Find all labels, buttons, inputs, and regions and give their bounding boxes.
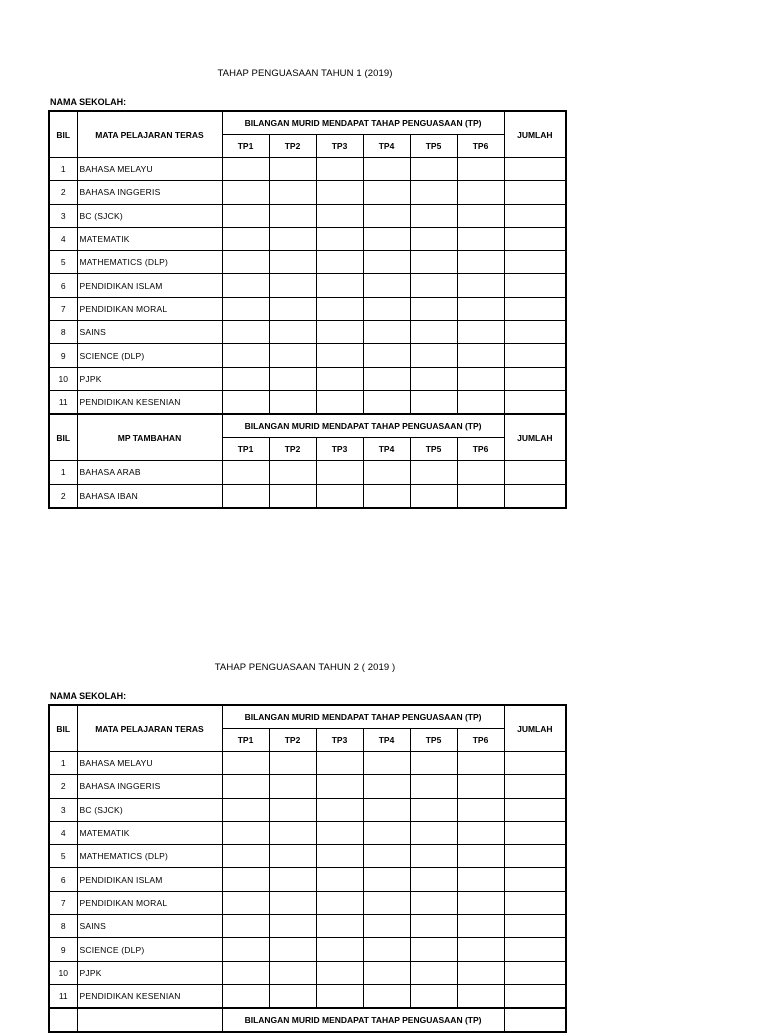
tp2-cell[interactable] xyxy=(269,461,316,484)
table-row xyxy=(49,961,566,984)
tp6-header: TP6 xyxy=(457,135,504,158)
tp2-cell[interactable] xyxy=(269,984,316,1008)
tp1-header: TP1 xyxy=(222,135,269,158)
tp5-cell[interactable] xyxy=(410,158,457,181)
subject-name: SCIENCE (DLP) xyxy=(77,344,222,367)
tp2-cell[interactable] xyxy=(269,367,316,390)
tp4-cell[interactable] xyxy=(363,845,410,868)
tp6-cell[interactable] xyxy=(457,915,504,938)
table1-school-label: NAMA SEKOLAH: xyxy=(50,97,127,107)
jumlah-cell[interactable] xyxy=(504,798,566,821)
table-row xyxy=(49,321,566,344)
tp1-cell[interactable] xyxy=(222,484,269,508)
row-number: 5 xyxy=(49,251,77,274)
tp-group-header: BILANGAN MURID MENDAPAT TAHAP PENGUASAAN (TP) xyxy=(222,111,504,135)
tp1-cell[interactable] xyxy=(222,367,269,390)
jumlah-cell[interactable] xyxy=(504,204,566,227)
tp6-cell[interactable] xyxy=(457,821,504,844)
tp3-cell[interactable] xyxy=(316,321,363,344)
tp5-cell[interactable] xyxy=(410,821,457,844)
tp6-cell[interactable] xyxy=(457,251,504,274)
tp2-header: TP2 xyxy=(269,729,316,752)
tp3-cell[interactable] xyxy=(316,868,363,891)
jumlah-cell[interactable] xyxy=(504,367,566,390)
row-number: 7 xyxy=(49,891,77,914)
tp2-cell[interactable] xyxy=(269,390,316,414)
tp1-header: TP1 xyxy=(222,438,269,461)
jumlah-cell[interactable] xyxy=(504,868,566,891)
tp6-cell[interactable] xyxy=(457,181,504,204)
subject-name: MATHEMATICS (DLP) xyxy=(77,845,222,868)
tp1-cell[interactable] xyxy=(222,204,269,227)
tp4-cell[interactable] xyxy=(363,204,410,227)
table-row xyxy=(49,297,566,320)
tp5-cell[interactable] xyxy=(410,915,457,938)
tp3-cell[interactable] xyxy=(316,915,363,938)
tp3-cell[interactable] xyxy=(316,984,363,1008)
tp4-cell[interactable] xyxy=(363,798,410,821)
tp2-cell[interactable] xyxy=(269,204,316,227)
tp1-cell[interactable] xyxy=(222,938,269,961)
tp2-cell[interactable] xyxy=(269,961,316,984)
jumlah-cell[interactable] xyxy=(504,297,566,320)
table-row xyxy=(49,204,566,227)
tp2-cell[interactable] xyxy=(269,891,316,914)
row-number: 10 xyxy=(49,961,77,984)
table-row xyxy=(49,821,566,844)
tp5-cell[interactable] xyxy=(410,775,457,798)
table1 xyxy=(48,110,567,509)
tp3-cell[interactable] xyxy=(316,775,363,798)
table-row xyxy=(49,798,566,821)
tp3-cell[interactable] xyxy=(316,251,363,274)
subject-name: BC (SJCK) xyxy=(77,204,222,227)
subject-name: MATEMATIK xyxy=(77,821,222,844)
table2-extra-header-row xyxy=(49,1008,566,1032)
tp1-header: TP1 xyxy=(222,729,269,752)
table1-header-row xyxy=(49,111,566,135)
row-number: 7 xyxy=(49,297,77,320)
jumlah-cell[interactable] xyxy=(504,390,566,414)
bil-header: BIL xyxy=(49,111,77,158)
tp4-header: TP4 xyxy=(363,438,410,461)
tp5-cell[interactable] xyxy=(410,321,457,344)
row-number: 4 xyxy=(49,227,77,250)
tp3-cell[interactable] xyxy=(316,961,363,984)
tp5-cell[interactable] xyxy=(410,461,457,484)
tp1-cell[interactable] xyxy=(222,891,269,914)
tp3-cell[interactable] xyxy=(316,461,363,484)
subject-name: MATEMATIK xyxy=(77,227,222,250)
table-row xyxy=(49,367,566,390)
tp4-cell[interactable] xyxy=(363,752,410,775)
tp6-cell[interactable] xyxy=(457,227,504,250)
tp2-cell[interactable] xyxy=(269,821,316,844)
subject-name: BAHASA IBAN xyxy=(77,484,222,508)
row-number: 3 xyxy=(49,798,77,821)
tp4-cell[interactable] xyxy=(363,390,410,414)
tp6-cell[interactable] xyxy=(457,984,504,1008)
table-row xyxy=(49,984,566,1008)
tp6-cell[interactable] xyxy=(457,344,504,367)
jumlah-cell[interactable] xyxy=(504,251,566,274)
tp6-header: TP6 xyxy=(457,729,504,752)
tp5-cell[interactable] xyxy=(410,390,457,414)
subject-name: PENDIDIKAN ISLAM xyxy=(77,274,222,297)
row-number: 6 xyxy=(49,868,77,891)
tp5-cell[interactable] xyxy=(410,961,457,984)
jumlah-cell[interactable] xyxy=(504,344,566,367)
tp5-cell[interactable] xyxy=(410,297,457,320)
tp3-cell[interactable] xyxy=(316,390,363,414)
jumlah-cell[interactable] xyxy=(504,821,566,844)
tp3-cell[interactable] xyxy=(316,181,363,204)
table-row xyxy=(49,484,566,508)
row-number: 2 xyxy=(49,775,77,798)
tp4-header: TP4 xyxy=(363,729,410,752)
jumlah-header: JUMLAH xyxy=(504,414,566,461)
subject-name: BAHASA ARAB xyxy=(77,461,222,484)
tp2-cell[interactable] xyxy=(269,251,316,274)
subject-name: PJPK xyxy=(77,961,222,984)
table2-school-label: NAMA SEKOLAH: xyxy=(50,691,127,701)
tp1-cell[interactable] xyxy=(222,297,269,320)
tp4-cell[interactable] xyxy=(363,484,410,508)
tp5-header: TP5 xyxy=(410,729,457,752)
subject-name: PENDIDIKAN ISLAM xyxy=(77,868,222,891)
table-row xyxy=(49,461,566,484)
tp5-cell[interactable] xyxy=(410,484,457,508)
tp2-cell[interactable] xyxy=(269,181,316,204)
tp5-cell[interactable] xyxy=(410,344,457,367)
tp6-cell[interactable] xyxy=(457,484,504,508)
tp5-cell[interactable] xyxy=(410,845,457,868)
tp4-cell[interactable] xyxy=(363,938,410,961)
mp-tambahan-header xyxy=(77,1008,222,1032)
tp3-cell[interactable] xyxy=(316,938,363,961)
table2-title: TAHAP PENGUASAAN TAHUN 2 ( 2019 ) xyxy=(214,662,396,673)
tp-group-header: BILANGAN MURID MENDAPAT TAHAP PENGUASAAN (TP) xyxy=(222,705,504,729)
tp4-cell[interactable] xyxy=(363,915,410,938)
subject-name: BC (SJCK) xyxy=(77,798,222,821)
tp2-cell[interactable] xyxy=(269,321,316,344)
tp3-cell[interactable] xyxy=(316,798,363,821)
tp5-header: TP5 xyxy=(410,438,457,461)
jumlah-cell[interactable] xyxy=(504,915,566,938)
table-row xyxy=(49,891,566,914)
tp4-cell[interactable] xyxy=(363,227,410,250)
tp1-cell[interactable] xyxy=(222,984,269,1008)
tp6-cell[interactable] xyxy=(457,158,504,181)
jumlah-cell[interactable] xyxy=(504,891,566,914)
subject-name: MATHEMATICS (DLP) xyxy=(77,251,222,274)
table-row xyxy=(49,775,566,798)
tp5-header: TP5 xyxy=(410,135,457,158)
tp2-cell[interactable] xyxy=(269,845,316,868)
tp3-cell[interactable] xyxy=(316,891,363,914)
tp5-cell[interactable] xyxy=(410,274,457,297)
table-row xyxy=(49,915,566,938)
tp3-header: TP3 xyxy=(316,438,363,461)
tp4-cell[interactable] xyxy=(363,868,410,891)
tp6-cell[interactable] xyxy=(457,297,504,320)
tp4-header: TP4 xyxy=(363,135,410,158)
tp6-cell[interactable] xyxy=(457,891,504,914)
tp1-cell[interactable] xyxy=(222,390,269,414)
tp3-cell[interactable] xyxy=(316,845,363,868)
jumlah-cell[interactable] xyxy=(504,181,566,204)
tp2-cell[interactable] xyxy=(269,274,316,297)
tp1-cell[interactable] xyxy=(222,915,269,938)
jumlah-cell[interactable] xyxy=(504,961,566,984)
tp5-cell[interactable] xyxy=(410,984,457,1008)
mp-tambahan-header: MP TAMBAHAN xyxy=(77,414,222,461)
table2-header-row xyxy=(49,705,566,729)
bil-header xyxy=(49,1008,77,1032)
tp1-cell[interactable] xyxy=(222,845,269,868)
table-row xyxy=(49,938,566,961)
table-row xyxy=(49,390,566,414)
tp4-cell[interactable] xyxy=(363,158,410,181)
tp6-cell[interactable] xyxy=(457,274,504,297)
tp4-cell[interactable] xyxy=(363,274,410,297)
tp2-cell[interactable] xyxy=(269,297,316,320)
tp5-cell[interactable] xyxy=(410,204,457,227)
jumlah-cell[interactable] xyxy=(504,938,566,961)
tp4-cell[interactable] xyxy=(363,181,410,204)
row-number: 1 xyxy=(49,461,77,484)
row-number: 11 xyxy=(49,984,77,1008)
jumlah-cell[interactable] xyxy=(504,752,566,775)
tp3-cell[interactable] xyxy=(316,227,363,250)
row-number: 5 xyxy=(49,845,77,868)
row-number: 4 xyxy=(49,821,77,844)
row-number: 3 xyxy=(49,204,77,227)
table1-title: TAHAP PENGUASAAN TAHUN 1 (2019) xyxy=(217,68,393,79)
tp1-cell[interactable] xyxy=(222,158,269,181)
jumlah-cell[interactable] xyxy=(504,274,566,297)
tp4-cell[interactable] xyxy=(363,321,410,344)
tp4-cell[interactable] xyxy=(363,344,410,367)
table-row xyxy=(49,158,566,181)
table-row xyxy=(49,251,566,274)
subject-name: PENDIDIKAN MORAL xyxy=(77,297,222,320)
tp-group-header: BILANGAN MURID MENDAPAT TAHAP PENGUASAAN (TP) xyxy=(222,1008,504,1032)
tp6-cell[interactable] xyxy=(457,321,504,344)
jumlah-cell[interactable] xyxy=(504,461,566,484)
tp4-cell[interactable] xyxy=(363,891,410,914)
tp2-cell[interactable] xyxy=(269,775,316,798)
row-number: 9 xyxy=(49,938,77,961)
jumlah-cell[interactable] xyxy=(504,484,566,508)
tp2-cell[interactable] xyxy=(269,798,316,821)
jumlah-cell[interactable] xyxy=(504,775,566,798)
tp3-cell[interactable] xyxy=(316,204,363,227)
table-row xyxy=(49,227,566,250)
tp4-cell[interactable] xyxy=(363,297,410,320)
tp2-cell[interactable] xyxy=(269,344,316,367)
subject-name: BAHASA INGGERIS xyxy=(77,775,222,798)
tp2-cell[interactable] xyxy=(269,915,316,938)
table2 xyxy=(48,704,567,1033)
tp4-cell[interactable] xyxy=(363,461,410,484)
tp-group-header: BILANGAN MURID MENDAPAT TAHAP PENGUASAAN (TP) xyxy=(222,414,504,438)
subject-name: BAHASA INGGERIS xyxy=(77,181,222,204)
tp5-cell[interactable] xyxy=(410,891,457,914)
table-row xyxy=(49,868,566,891)
tp1-cell[interactable] xyxy=(222,821,269,844)
jumlah-header: JUMLAH xyxy=(504,111,566,158)
subject-name: BAHASA MELAYU xyxy=(77,752,222,775)
jumlah-header xyxy=(504,1008,566,1032)
row-number: 1 xyxy=(49,158,77,181)
tp1-cell[interactable] xyxy=(222,868,269,891)
tp6-cell[interactable] xyxy=(457,845,504,868)
tp1-cell[interactable] xyxy=(222,321,269,344)
tp4-cell[interactable] xyxy=(363,367,410,390)
tp6-cell[interactable] xyxy=(457,204,504,227)
subject-name: PENDIDIKAN MORAL xyxy=(77,891,222,914)
tp1-cell[interactable] xyxy=(222,752,269,775)
tp1-cell[interactable] xyxy=(222,274,269,297)
tp4-cell[interactable] xyxy=(363,984,410,1008)
row-number: 2 xyxy=(49,484,77,508)
tp5-cell[interactable] xyxy=(410,181,457,204)
tp2-cell[interactable] xyxy=(269,868,316,891)
tp5-cell[interactable] xyxy=(410,938,457,961)
tp5-cell[interactable] xyxy=(410,868,457,891)
tp6-header: TP6 xyxy=(457,438,504,461)
subject-name: BAHASA MELAYU xyxy=(77,158,222,181)
jumlah-cell[interactable] xyxy=(504,227,566,250)
tp3-cell[interactable] xyxy=(316,297,363,320)
tp6-cell[interactable] xyxy=(457,367,504,390)
tp4-cell[interactable] xyxy=(363,961,410,984)
tp3-cell[interactable] xyxy=(316,484,363,508)
subject-name: SAINS xyxy=(77,321,222,344)
subject-header: MATA PELAJARAN TERAS xyxy=(77,111,222,158)
row-number: 9 xyxy=(49,344,77,367)
row-number: 8 xyxy=(49,915,77,938)
tp6-cell[interactable] xyxy=(457,938,504,961)
table-row xyxy=(49,181,566,204)
jumlah-cell[interactable] xyxy=(504,158,566,181)
tp6-cell[interactable] xyxy=(457,390,504,414)
tp5-cell[interactable] xyxy=(410,367,457,390)
tp5-cell[interactable] xyxy=(410,752,457,775)
tp1-cell[interactable] xyxy=(222,181,269,204)
tp3-cell[interactable] xyxy=(316,821,363,844)
tp5-cell[interactable] xyxy=(410,798,457,821)
row-number: 10 xyxy=(49,367,77,390)
tp4-cell[interactable] xyxy=(363,821,410,844)
table-row xyxy=(49,274,566,297)
tp3-cell[interactable] xyxy=(316,344,363,367)
row-number: 8 xyxy=(49,321,77,344)
subject-name: SCIENCE (DLP) xyxy=(77,938,222,961)
table1-extra-header-row xyxy=(49,414,566,438)
tp1-cell[interactable] xyxy=(222,798,269,821)
tp6-cell[interactable] xyxy=(457,752,504,775)
tp3-header: TP3 xyxy=(316,729,363,752)
subject-name: PJPK xyxy=(77,367,222,390)
tp2-cell[interactable] xyxy=(269,227,316,250)
jumlah-cell[interactable] xyxy=(504,845,566,868)
table-row xyxy=(49,845,566,868)
jumlah-cell[interactable] xyxy=(504,321,566,344)
tp1-cell[interactable] xyxy=(222,461,269,484)
tp2-cell[interactable] xyxy=(269,158,316,181)
tp3-cell[interactable] xyxy=(316,752,363,775)
jumlah-header: JUMLAH xyxy=(504,705,566,752)
bil-header: BIL xyxy=(49,414,77,461)
table-row xyxy=(49,344,566,367)
row-number: 6 xyxy=(49,274,77,297)
tp4-cell[interactable] xyxy=(363,775,410,798)
tp3-cell[interactable] xyxy=(316,158,363,181)
tp2-cell[interactable] xyxy=(269,752,316,775)
subject-header: MATA PELAJARAN TERAS xyxy=(77,705,222,752)
subject-name: SAINS xyxy=(77,915,222,938)
row-number: 11 xyxy=(49,390,77,414)
tp5-cell[interactable] xyxy=(410,227,457,250)
tp6-cell[interactable] xyxy=(457,868,504,891)
jumlah-cell[interactable] xyxy=(504,984,566,1008)
tp4-cell[interactable] xyxy=(363,251,410,274)
row-number: 2 xyxy=(49,181,77,204)
tp1-cell[interactable] xyxy=(222,961,269,984)
tp3-cell[interactable] xyxy=(316,274,363,297)
tp3-header: TP3 xyxy=(316,135,363,158)
row-number: 1 xyxy=(49,752,77,775)
tp2-cell[interactable] xyxy=(269,938,316,961)
tp3-cell[interactable] xyxy=(316,367,363,390)
subject-name: PENDIDIKAN KESENIAN xyxy=(77,984,222,1008)
tp1-cell[interactable] xyxy=(222,251,269,274)
tp2-header: TP2 xyxy=(269,135,316,158)
table-row xyxy=(49,752,566,775)
tp6-cell[interactable] xyxy=(457,798,504,821)
bil-header: BIL xyxy=(49,705,77,752)
tp2-header: TP2 xyxy=(269,438,316,461)
tp2-cell[interactable] xyxy=(269,484,316,508)
tp5-cell[interactable] xyxy=(410,251,457,274)
tp6-cell[interactable] xyxy=(457,775,504,798)
tp1-cell[interactable] xyxy=(222,227,269,250)
tp1-cell[interactable] xyxy=(222,344,269,367)
subject-name: PENDIDIKAN KESENIAN xyxy=(77,390,222,414)
tp6-cell[interactable] xyxy=(457,961,504,984)
tp1-cell[interactable] xyxy=(222,775,269,798)
tp6-cell[interactable] xyxy=(457,461,504,484)
